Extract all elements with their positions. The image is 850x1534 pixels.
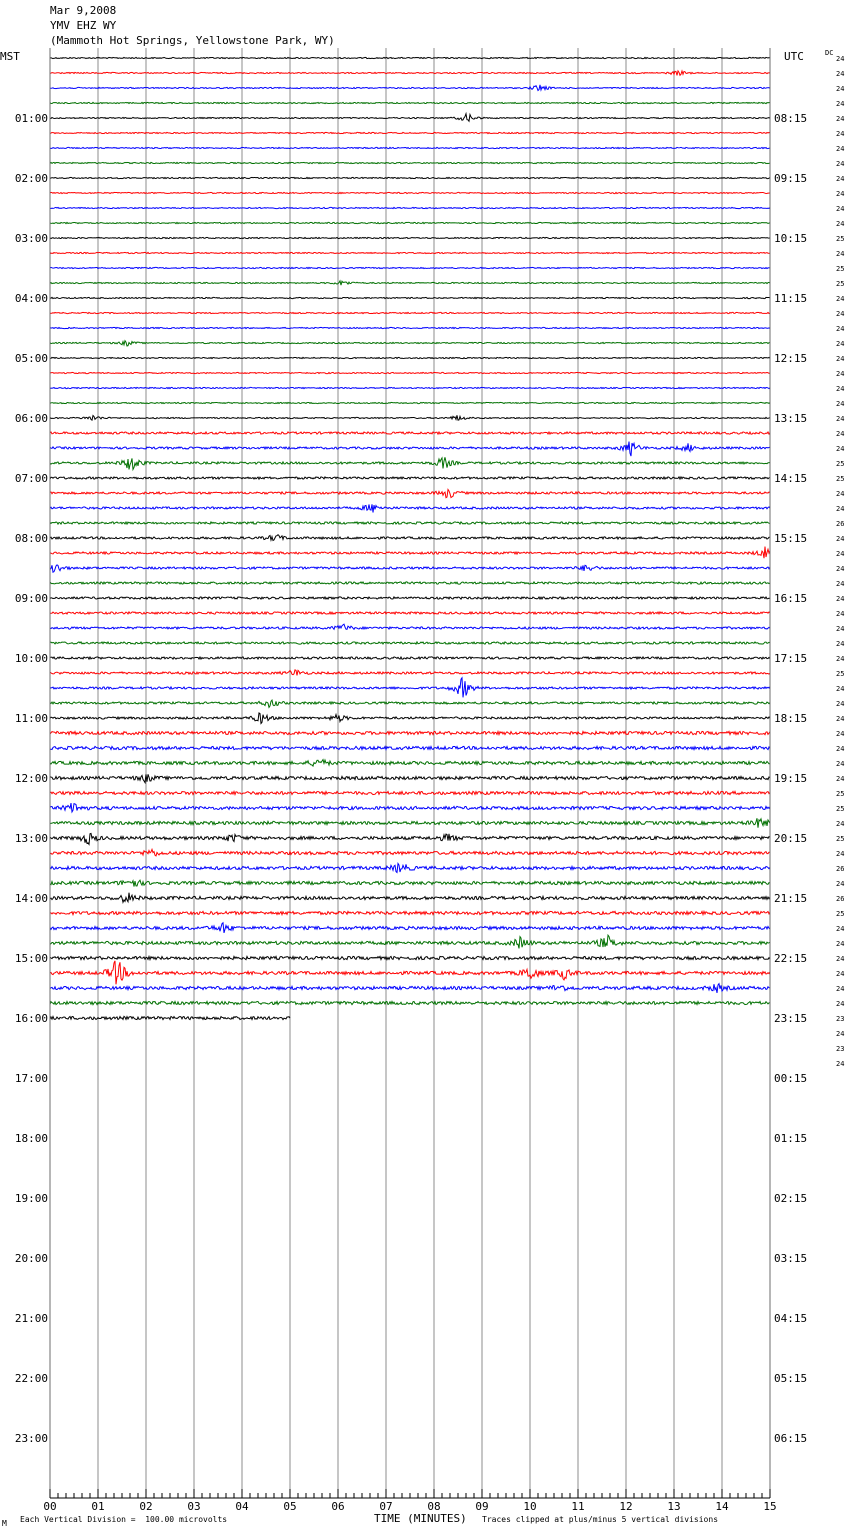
dc-offset-label: 25 [836, 475, 845, 483]
dc-offset-label: 24 [836, 925, 845, 933]
utc-hour-label: 17:15 [774, 652, 808, 665]
dc-offset-label: 24 [836, 175, 845, 183]
dc-offset-label: 23 [836, 1015, 845, 1023]
x-tick-label: 00 [43, 1500, 57, 1513]
utc-hour-label: 13:15 [774, 412, 808, 425]
trace-row [50, 85, 770, 91]
x-tick-label: 15 [763, 1500, 777, 1513]
trace-row [50, 935, 770, 948]
station-code: YMV EHZ WY [50, 19, 117, 32]
dc-offset-label: 24 [836, 445, 845, 453]
dc-offset-label: 24 [836, 1000, 845, 1008]
dc-offset-label: 24 [836, 730, 845, 738]
trace-row [50, 522, 770, 524]
dc-offset-label: 24 [836, 130, 845, 138]
trace-row [50, 415, 770, 420]
utc-hour-label: 14:15 [774, 472, 808, 485]
trace-row [50, 597, 770, 599]
dc-offset-label: 24 [836, 550, 845, 558]
dc-offset-label: 24 [836, 205, 845, 213]
x-tick-label: 07 [379, 1500, 393, 1513]
dc-offset-label: 24 [836, 370, 845, 378]
trace-row [50, 162, 770, 163]
mst-hour-label: 22:00 [14, 1372, 48, 1385]
dc-offset-label: 24 [836, 295, 845, 303]
x-tick-label: 13 [667, 1500, 681, 1513]
trace-row [50, 222, 770, 223]
trace-row [50, 791, 770, 794]
mst-hour-label: 18:00 [14, 1132, 48, 1145]
trace-row [50, 267, 770, 268]
mst-hour-label: 07:00 [14, 472, 48, 485]
utc-hour-label: 20:15 [774, 832, 808, 845]
dc-offset-label: 24 [836, 1060, 845, 1068]
trace-row [50, 114, 770, 122]
mst-hour-label: 20:00 [14, 1252, 48, 1265]
mst-hour-label: 10:00 [14, 652, 48, 665]
dc-offset-label: 24 [836, 940, 845, 948]
mst-hour-label: 19:00 [14, 1192, 48, 1205]
x-tick-label: 10 [523, 1500, 537, 1513]
utc-hour-label: 23:15 [774, 1012, 808, 1025]
trace-row [50, 327, 770, 328]
trace-row [50, 657, 770, 659]
dc-offset-label: 24 [836, 55, 845, 63]
mst-hour-label: 06:00 [14, 412, 48, 425]
trace-row [50, 624, 770, 629]
dc-offset-label: 24 [836, 250, 845, 258]
dc-offset-label: 24 [836, 490, 845, 498]
dc-offset-label: 25 [836, 280, 845, 288]
left-timezone-label: MST [0, 50, 20, 63]
dc-offset-label: 24 [836, 535, 845, 543]
trace-row [50, 731, 770, 734]
trace-row [50, 984, 770, 993]
mst-hour-label: 17:00 [14, 1072, 48, 1085]
trace-row [50, 372, 770, 373]
trace-row [50, 252, 770, 253]
mst-hour-label: 01:00 [14, 112, 48, 125]
dc-offset-label: 24 [836, 310, 845, 318]
utc-hour-label: 04:15 [774, 1312, 808, 1325]
trace-row [50, 477, 770, 479]
x-tick-label: 04 [235, 1500, 249, 1513]
x-tick-label: 11 [571, 1500, 585, 1513]
dc-offset-label: 24 [836, 760, 845, 768]
dc-offset-label: 24 [836, 850, 845, 858]
dc-offset-label: 24 [836, 385, 845, 393]
dc-offset-label: 24 [836, 595, 845, 603]
trace-row [50, 432, 770, 434]
dc-offset-label: 24 [836, 160, 845, 168]
dc-offset-label: 24 [836, 745, 845, 753]
trace-row [50, 880, 770, 886]
clip-note: Traces clipped at plus/minus 5 vertical divisions [482, 1515, 719, 1524]
trace-row [50, 132, 770, 133]
trace-row [50, 177, 770, 178]
trace-row [50, 612, 770, 614]
dc-offset-label: 25 [836, 835, 845, 843]
trace-row [50, 237, 770, 238]
dc-offset-label: 24 [836, 430, 845, 438]
trace-row [50, 504, 770, 512]
dc-offset-label: 24 [836, 70, 845, 78]
trace-row [50, 1001, 770, 1004]
trace-row [50, 442, 770, 457]
trace-row [50, 911, 770, 914]
mst-hour-label: 08:00 [14, 532, 48, 545]
trace-row [50, 833, 770, 844]
trace-row [50, 678, 770, 698]
dc-offset-label: 25 [836, 790, 845, 798]
dc-offset-label: 24 [836, 655, 845, 663]
trace-row [50, 760, 770, 767]
trace-row [50, 956, 770, 959]
mst-hour-label: 21:00 [14, 1312, 48, 1325]
trace-row [50, 713, 770, 724]
dc-offset-label: 25 [836, 265, 845, 273]
utc-hour-label: 19:15 [774, 772, 808, 785]
dc-offset-label: 24 [836, 415, 845, 423]
station-location: (Mammoth Hot Springs, Yellowstone Park, WY) [50, 34, 335, 47]
x-tick-label: 12 [619, 1500, 633, 1513]
utc-hour-labels [774, 112, 807, 1445]
mst-hour-label: 11:00 [14, 712, 48, 725]
trace-row [50, 387, 770, 388]
dc-offset-label: 24 [836, 955, 845, 963]
x-tick-label: 08 [427, 1500, 441, 1513]
utc-hour-label: 18:15 [774, 712, 808, 725]
utc-hour-label: 02:15 [774, 1192, 808, 1205]
dc-offset-label: 24 [836, 355, 845, 363]
dc-offset-label: 24 [836, 325, 845, 333]
trace-row [50, 547, 770, 559]
trace-row [50, 147, 770, 148]
mst-hour-label: 23:00 [14, 1432, 48, 1445]
dc-offset-label: 23 [836, 1045, 845, 1053]
utc-hour-label: 16:15 [774, 592, 808, 605]
dc-offset-label: 24 [836, 1030, 845, 1038]
trace-row [50, 818, 770, 827]
mst-hour-labels [15, 112, 48, 1445]
dc-offset-label: 25 [836, 235, 845, 243]
right-timezone-label: UTC [784, 50, 804, 63]
dc-offset-label: 24 [836, 685, 845, 693]
time-axis [43, 1489, 776, 1513]
plot-frame [50, 48, 770, 1498]
trace-row [50, 670, 770, 676]
x-tick-label: 03 [187, 1500, 201, 1513]
dc-offset-label: 25 [836, 910, 845, 918]
utc-hour-label: 05:15 [774, 1372, 808, 1385]
dc-offset-label: 24 [836, 85, 845, 93]
dc-offset-label: 24 [836, 820, 845, 828]
x-tick-label: 05 [283, 1500, 297, 1513]
trace-row [50, 357, 770, 358]
dc-offset-label: 25 [836, 670, 845, 678]
mst-hour-label: 12:00 [14, 772, 48, 785]
utc-hour-label: 10:15 [774, 232, 808, 245]
dc-offset-label: 24 [836, 700, 845, 708]
trace-row [50, 535, 770, 541]
trace-row [50, 582, 770, 584]
dc-offset-label: 24 [836, 970, 845, 978]
mst-hour-label: 03:00 [14, 232, 48, 245]
dc-offset-label: 24 [836, 190, 845, 198]
trace-row [50, 803, 770, 812]
dc-offset-label: 24 [836, 340, 845, 348]
trace-row [50, 341, 770, 346]
mst-hour-label: 14:00 [14, 892, 48, 905]
utc-hour-label: 09:15 [774, 172, 808, 185]
mst-hour-label: 05:00 [14, 352, 48, 365]
utc-hour-label: 11:15 [774, 292, 808, 305]
x-tick-label: 14 [715, 1500, 729, 1513]
trace-row [50, 71, 770, 76]
utc-hour-label: 15:15 [774, 532, 808, 545]
dc-offset-label: 24 [836, 640, 845, 648]
trace-row [50, 402, 770, 403]
dc-offset-label: 24 [836, 145, 845, 153]
trace-row [50, 312, 770, 313]
seismic-traces [50, 57, 770, 1019]
utc-hour-label: 00:15 [774, 1072, 808, 1085]
mst-hour-label: 15:00 [14, 952, 48, 965]
trace-row [50, 192, 770, 193]
trace-row [50, 281, 770, 285]
dc-offset-label: 24 [836, 220, 845, 228]
trace-row [50, 774, 770, 782]
utc-hour-label: 08:15 [774, 112, 808, 125]
dc-offset-label: 24 [836, 775, 845, 783]
dc-offset-label: 24 [836, 625, 845, 633]
utc-hour-label: 06:15 [774, 1432, 808, 1445]
trace-row [50, 1016, 290, 1019]
dc-offset-label: 24 [836, 115, 845, 123]
trace-row [50, 642, 770, 644]
dc-offset-label: 24 [836, 610, 845, 618]
trace-row [50, 849, 770, 856]
dc-offset-label: 26 [836, 895, 845, 903]
dc-offset-label: 24 [836, 100, 845, 108]
trace-row [50, 57, 770, 58]
mst-hour-label: 09:00 [14, 592, 48, 605]
trace-row [50, 864, 770, 873]
mst-hour-label: 04:00 [14, 292, 48, 305]
trace-row [50, 207, 770, 208]
vertical-grid-lines [98, 48, 722, 1498]
x-axis-title: TIME (MINUTES) [374, 1512, 467, 1525]
dc-header-label: DC [825, 49, 834, 57]
trace-row [50, 700, 770, 707]
dc-offset-label: 24 [836, 985, 845, 993]
scale-note: Each Vertical Division = 100.00 microvolts [20, 1515, 228, 1524]
dc-offset-label: 24 [836, 580, 845, 588]
trace-row [50, 102, 770, 103]
dc-offset-label: 24 [836, 505, 845, 513]
utc-hour-label: 22:15 [774, 952, 808, 965]
trace-row [50, 961, 770, 984]
dc-offset-labels [836, 55, 844, 1068]
dc-offset-label: 25 [836, 460, 845, 468]
dc-offset-label: 24 [836, 565, 845, 573]
dc-offset-label: 26 [836, 520, 845, 528]
utc-hour-label: 21:15 [774, 892, 808, 905]
trace-row [50, 297, 770, 298]
trace-row [50, 457, 770, 469]
utc-hour-label: 01:15 [774, 1132, 808, 1145]
dc-offset-label: 24 [836, 400, 845, 408]
x-tick-label: 01 [91, 1500, 105, 1513]
x-tick-label: 09 [475, 1500, 489, 1513]
trace-row [50, 746, 770, 749]
x-tick-label: 02 [139, 1500, 153, 1513]
trace-row [50, 565, 770, 572]
dc-offset-label: 25 [836, 805, 845, 813]
dc-offset-label: 24 [836, 880, 845, 888]
chart-date: Mar 9,2008 [50, 4, 117, 17]
corner-mark: M [2, 1519, 7, 1528]
utc-hour-label: 12:15 [774, 352, 808, 365]
dc-offset-label: 24 [836, 715, 845, 723]
mst-hour-label: 02:00 [14, 172, 48, 185]
x-tick-label: 06 [331, 1500, 345, 1513]
utc-hour-label: 03:15 [774, 1252, 808, 1265]
trace-row [50, 490, 770, 498]
mst-hour-label: 16:00 [14, 1012, 48, 1025]
dc-offset-label: 26 [836, 865, 845, 873]
trace-row [50, 893, 770, 903]
mst-hour-label: 13:00 [14, 832, 48, 845]
trace-row [50, 923, 770, 933]
